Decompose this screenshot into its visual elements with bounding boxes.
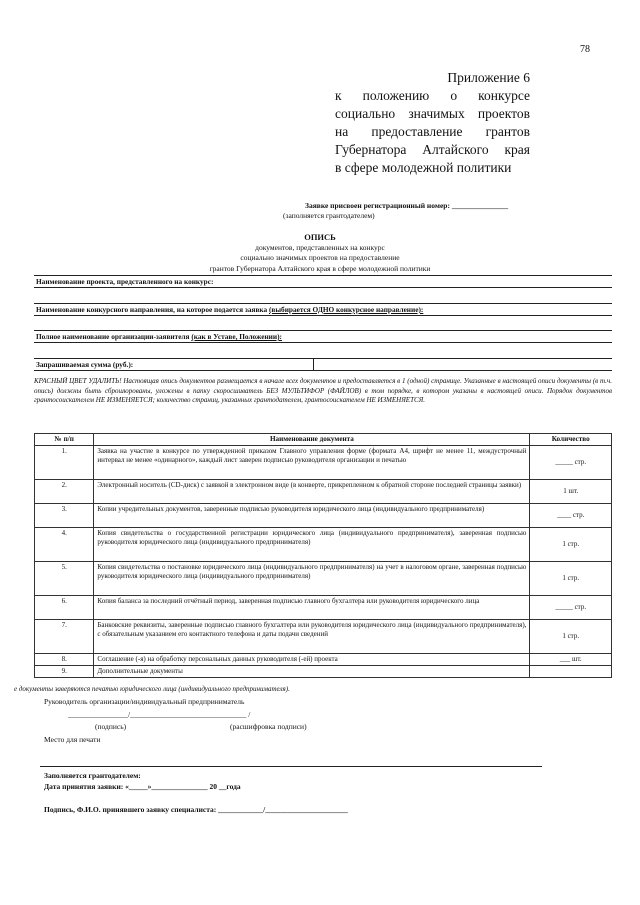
table-header-row [35, 434, 612, 446]
row-quantity: ____ стр. [530, 504, 612, 528]
row-quantity: 1 стр. [530, 620, 612, 654]
registration-number-label: Заявке присвоен регистрационный номер: _______________ [305, 201, 509, 210]
table-row [35, 446, 612, 480]
title-subline-3: грантов Губернатора Алтайского края в сфере молодежной политики [209, 264, 431, 273]
row-number: 2. [35, 480, 94, 504]
organization-label: Полное наименование организации-заявителя [36, 332, 190, 341]
row-document-name: Заявка на участие в конкурсе по утвержденной приказом Главного управления форме (формата А4, шрифт не менее 11, междустрочный интервал не менее «одинарного», каждый лист заверен подписью руководителя организации и печатью [94, 446, 530, 480]
table-row [35, 562, 612, 596]
row-quantity: 1 стр. [530, 562, 612, 596]
filled-by-grantor-label: Заполняется грантодателем: [44, 771, 141, 780]
table-row [35, 654, 612, 666]
title-subline-1: документов, представленных на конкурс [255, 243, 385, 252]
row-number: 3. [35, 504, 94, 528]
appendix-line-5: Губернатора Алтайского края [335, 142, 530, 157]
organization-note: (как в Уставе, Положении): [191, 332, 282, 341]
row-document-name: Копия свидетельства о государственной регистрации юридического лица (индивидуального предпринимателя), заверенная подписью руководителя юридического лица (индивидуального предпринимателя) [94, 528, 530, 562]
project-name-field: Наименование проекта, представленного на конкурс: [36, 277, 214, 286]
appendix-line-1: Приложение 6 [447, 70, 530, 85]
amount-field: Запрашиваемая сумма (руб.): [36, 360, 134, 369]
row-quantity: ___ шт. [530, 654, 612, 666]
row-document-name: Копии учредительных документов, заверенные подписью руководителя юридического лица (индивидуального предпринимателя) [94, 504, 530, 528]
signature-line: ________________/_______________________________ / [68, 710, 251, 719]
signature-caption: (подпись) [95, 722, 127, 731]
row-document-name: Банковские реквизиты, заверенные подписью главного бухгалтера или руководителя юридического лица (индивидуального предпринимателя), с обязательным указанием его контактного телефона и даты подачи сведений [94, 620, 530, 654]
table-row [35, 480, 612, 504]
signature-head-label: Руководитель организации/индивидуальный предприниматель [44, 697, 245, 706]
seal-place-label: Место для печати [44, 735, 101, 744]
table-row [35, 666, 612, 678]
footer-divider [40, 766, 542, 767]
registration-note: (заполняется грантодателем) [283, 211, 375, 220]
row-document-name: Соглашение (-я) на обработку персональных данных руководителя (-ей) проекта [94, 654, 530, 666]
row-number: 9. [35, 666, 94, 678]
table-row [35, 620, 612, 654]
row-number: 7. [35, 620, 94, 654]
row-number: 1. [35, 446, 94, 480]
col-quantity-header: Количество [530, 434, 612, 446]
row-quantity [530, 666, 612, 678]
title-subline-2: социально значимых проектов на предоставление [240, 253, 400, 262]
page-number: 78 [580, 44, 590, 55]
row-quantity: 1 стр. [530, 528, 612, 562]
col-number-header: № п/п [35, 434, 94, 446]
appendix-line-4: на предоставление грантов [335, 124, 530, 139]
row-document-name: Дополнительные документы [94, 666, 530, 678]
table-row [35, 596, 612, 620]
appendix-line-6: в сфере молодежной политики [335, 160, 512, 175]
document-title: ОПИСЬ [304, 232, 336, 242]
row-number: 5. [35, 562, 94, 596]
documents-table [34, 433, 612, 678]
row-document-name: Копия баланса за последний отчётный период, заверенная подписью главного бухгалтера или руководителя юридического лица [94, 596, 530, 620]
row-number: 4. [35, 528, 94, 562]
signature-decode-caption: (расшифровка подписи) [230, 722, 307, 731]
direction-field [36, 305, 606, 314]
col-name-header: Наименование документа [94, 434, 530, 446]
row-quantity: _____ стр. [530, 596, 612, 620]
row-document-name: Копия свидетельства о постановке юридического лица (индивидуального предпринимателя) на учет в налоговом органе, заверенная подписью руководителя юридического лица (индивидуального предпринимателя) [94, 562, 530, 596]
appendix-line-3: социально значимых проектов [335, 106, 530, 121]
instructions-note: КРАСНЫЙ ЦВЕТ УДАЛИТЬ! Настоящая опись документов размещается в начале всех документов и предоставляется в 1 (одной) странице. Указанные в настоящей описи документы (в т.ч. опись) должны быть сброшюрованы, уложены в папку скоросшиватель БЕЗ МУЛЬТИФОР (ФАЙЛОВ) в том порядке, в котором указаны в настоящей описи. Порядок документов грантосоискателем НЕ ИЗМЕНЯЕТСЯ; количество страниц, указанных грантодателем, грантосоискателем НЕ ИЗМЕНЯЕТСЯ. [34, 377, 612, 404]
direction-note: (выбирается ОДНО конкурсное направление): [268, 305, 424, 314]
direction-label: Наименование конкурсного направления, на которое подается заявка [36, 305, 268, 314]
appendix-line-2: к положению о конкурсе [335, 88, 530, 103]
row-quantity: _____ стр. [530, 446, 612, 480]
row-quantity: 1 шт. [530, 480, 612, 504]
acceptance-date-label: Дата принятия заявки: «_____»_______________ 20 __года [44, 782, 241, 791]
organization-field [36, 332, 606, 341]
specialist-signature-label: Подпись, Ф.И.О. принявшего заявку специалиста: ____________/______________________ [44, 805, 348, 814]
stamp-note: е документы заверяются печатью юридического лица (индивидуального предпринимателя). [14, 685, 290, 693]
table-row [35, 504, 612, 528]
table-row [35, 528, 612, 562]
row-number: 8. [35, 654, 94, 666]
row-number: 6. [35, 596, 94, 620]
row-document-name: Электронный носитель (CD-диск) с заявкой в электронном виде (в конверте, прикрепленном к обратной стороне последней страницы заявки) [94, 480, 530, 504]
